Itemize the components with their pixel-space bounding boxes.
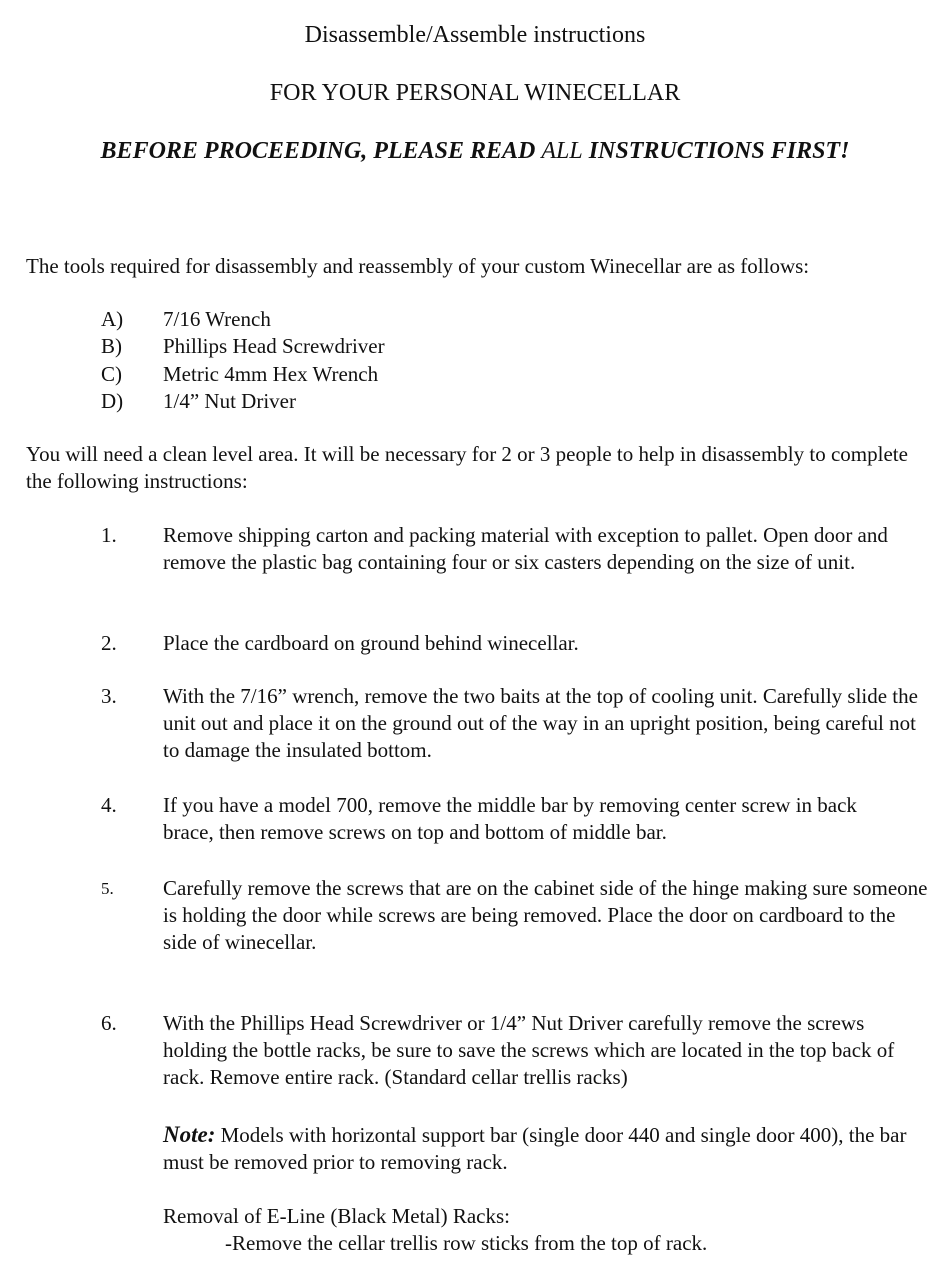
step-number: 6. [101, 1011, 117, 1035]
page-title: Disassemble/Assemble instructions [304, 22, 646, 48]
tool-text: 1/4” Nut Driver [163, 389, 296, 413]
step-number: 5. [101, 879, 114, 898]
tool-text: 7/16 Wrench [163, 307, 271, 331]
step-text: With the Phillips Head Screwdriver or 1/4” Nut Driver carefully remove the screws holding the bottle racks, be sure to save the screws which are located in the top back of rack. Remove entire rack. (Standard cellar trellis racks) [163, 1011, 895, 1089]
warning-text-all: ALL [541, 138, 583, 164]
tool-label: A) [101, 307, 124, 331]
tool-label: C) [101, 362, 122, 386]
note-label: Note: [163, 1122, 216, 1147]
eline-heading: Removal of E-Line (Black Metal) Racks: [163, 1204, 510, 1228]
warning-banner [0, 138, 950, 165]
tools-intro: The tools required for disassembly and reassembly of your custom Winecellar are as follows: [26, 254, 810, 278]
step-number: 4. [101, 793, 117, 817]
tool-text: Phillips Head Screwdriver [163, 334, 385, 358]
step-text: Place the cardboard on ground behind winecellar. [163, 631, 579, 655]
requirements-text: You will need a clean level area. It will be necessary for 2 or 3 people to help in disassembly to complete the following instructions: [26, 442, 908, 493]
warning-text-pre: BEFORE PROCEEDING, PLEASE READ [100, 138, 542, 164]
page-subtitle: FOR YOUR PERSONAL WINECELLAR [269, 80, 681, 106]
step-number: 3. [101, 684, 117, 708]
warning-text-post: INSTRUCTIONS FIRST! [582, 138, 850, 164]
tool-label: D) [101, 389, 124, 413]
note-paragraph [163, 1121, 933, 1176]
step-text: Remove shipping carton and packing material with exception to pallet. Open door and remove the plastic bag containing four or six casters depending on the size of unit. [163, 523, 888, 574]
step-text: With the 7/16” wrench, remove the two baits at the top of cooling unit. Carefully slide the unit out and place it on the ground out of the way in an upright position, being careful not to damage the insulated bottom. [163, 684, 918, 762]
note-text: Models with horizontal support bar (single door 440 and single door 400), the bar must be removed prior to removing rack. [163, 1123, 907, 1174]
tool-label: B) [101, 334, 122, 358]
eline-sub-item: -Remove the cellar trellis row sticks from the top of rack. [225, 1231, 708, 1255]
tool-text: Metric 4mm Hex Wrench [163, 362, 379, 386]
step-number: 1. [101, 523, 117, 547]
step-text: If you have a model 700, remove the middle bar by removing center screw in back brace, then remove screws on top and bottom of middle bar. [163, 793, 857, 844]
step-number: 2. [101, 631, 117, 655]
step-text: Carefully remove the screws that are on the cabinet side of the hinge making sure someone is holding the door while screws are being removed. Place the door on cardboard to the side of winecellar. [163, 876, 928, 954]
